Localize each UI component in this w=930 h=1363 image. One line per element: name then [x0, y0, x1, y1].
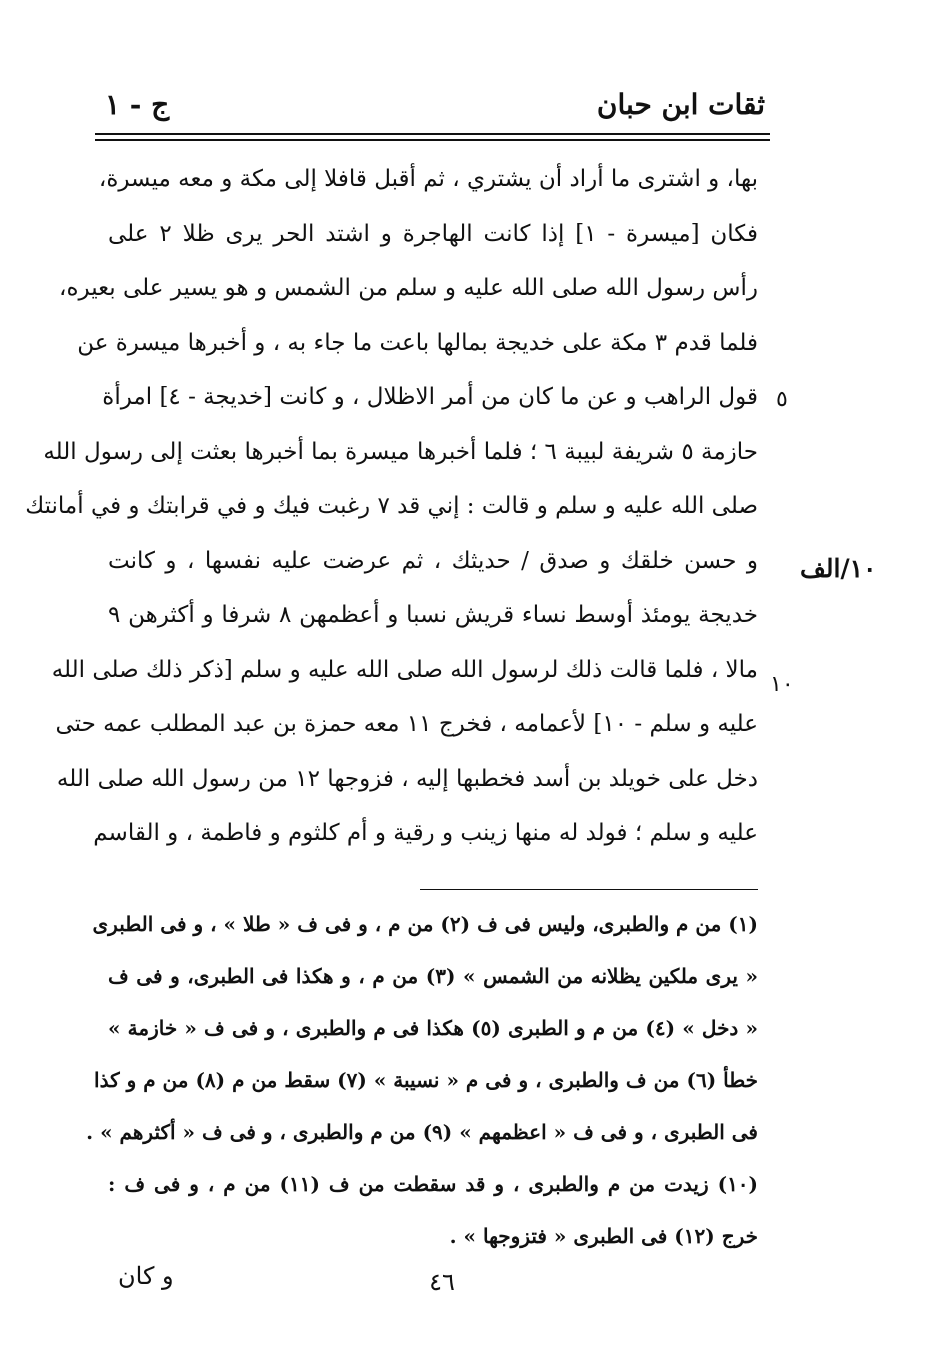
catchword: و كان: [118, 1262, 174, 1290]
footnote-line: (١) من م والطبرى، وليس فى ف (٢) من م ، و فى ف « طلا » ، و فى الطبرى: [92, 912, 758, 936]
footnotes: [86, 898, 759, 1262]
main-text: [25, 152, 758, 861]
footnote-line: « يرى ملكين يظلانه من الشمس » (٣) من م ، و هكذا فى الطبرى، و فى ف: [108, 964, 758, 988]
running-header: [105, 88, 765, 128]
header-rule-bottom: [95, 139, 770, 141]
manuscript-folio-note: ١٠/الف: [800, 554, 877, 583]
book-title: ثقات ابن حبان: [596, 88, 765, 121]
text-line: صلى الله عليه و سلم و قالت : إني قد ٧ رغبت فيك و في قرابتك و في أمانتك: [25, 493, 758, 519]
header-rule-top: [95, 133, 770, 135]
text-line: رأس رسول الله صلى الله عليه و سلم من الشمس و هو يسير على بعيره،: [59, 275, 758, 301]
text-line: دخل على خويلد بن أسد فخطبها إليه ، فزوجها ١٢ من رسول الله صلى الله: [56, 765, 758, 792]
footnote-line: فى الطبرى ، و فى ف « اعظمهم » (٩) من م والطبرى ، و فى ف « أكثرهم » .: [86, 1120, 758, 1144]
page-number: ٤٦: [429, 1268, 455, 1296]
footnote-line: « دخل » (٤) من م و الطبرى (٥) هكذا فى م والطبرى ، و فى ف « خازمة »: [108, 1016, 758, 1040]
text-line: عليه و سلم - ١٠] لأعمامه ، فخرج ١١ معه حمزة بن عبد المطلب عمه حتى: [55, 711, 758, 737]
text-line: فكان [ميسرة - ١] إذا كانت الهاجرة و اشتد الحر يرى ظلا ٢ على: [108, 220, 758, 247]
line-number-10: ١٠: [770, 672, 794, 697]
footnote-line: (١٠) زيدت من م والطبرى ، و قد سقطت من ف (١١) من م ، و فى ف :: [108, 1172, 759, 1196]
footnote-line: خطأ (٦) من ف والطبرى ، و فى م « نسيبة » (٧) سقط من م (٨) من م و كذا: [94, 1068, 758, 1092]
line-number-5: ٥: [776, 387, 788, 412]
text-line: بها، و اشترى ما أراد أن يشتري ، ثم أقبل قافلا إلى مكة و معه ميسرة،: [98, 166, 758, 192]
text-line: عليه و سلم ؛ فولد له منها زينب و رقية و أم كلثوم و فاطمة ، و القاسم: [93, 820, 758, 846]
text-line: و حسن خلقك و صدق / حديثك ، ثم عرضت عليه نفسها ، و كانت: [108, 547, 758, 574]
text-line: خديجة يومئذ أوسط نساء قريش نسبا و أعظمهن ٨ شرفا و أكثرهن ٩: [108, 602, 758, 628]
text-line: قول الراهب و عن ما كان من أمر الاظلال ، و كانت [خديجة - ٤] امرأة: [102, 384, 758, 410]
text-line: حازمة ٥ شريفة لبيبة ٦ ؛ فلما أخبرها ميسرة بما أخبرها بعثت إلى رسول الله: [43, 438, 758, 465]
volume-label: ج - ١: [105, 88, 170, 121]
text-line: فلما قدم ٣ مكة على خديجة بمالها باعت ما جاء به ، و أخبرها ميسرة عن: [77, 329, 758, 356]
text-line: مالا ، فلما قالت ذلك لرسول الله صلى الله عليه و سلم [ذكر ذلك صلى الله: [51, 656, 758, 683]
footnote-line: خرج (١٢) فى الطبرى « فتزوجها » .: [449, 1224, 758, 1248]
footnote-separator: [420, 889, 758, 890]
